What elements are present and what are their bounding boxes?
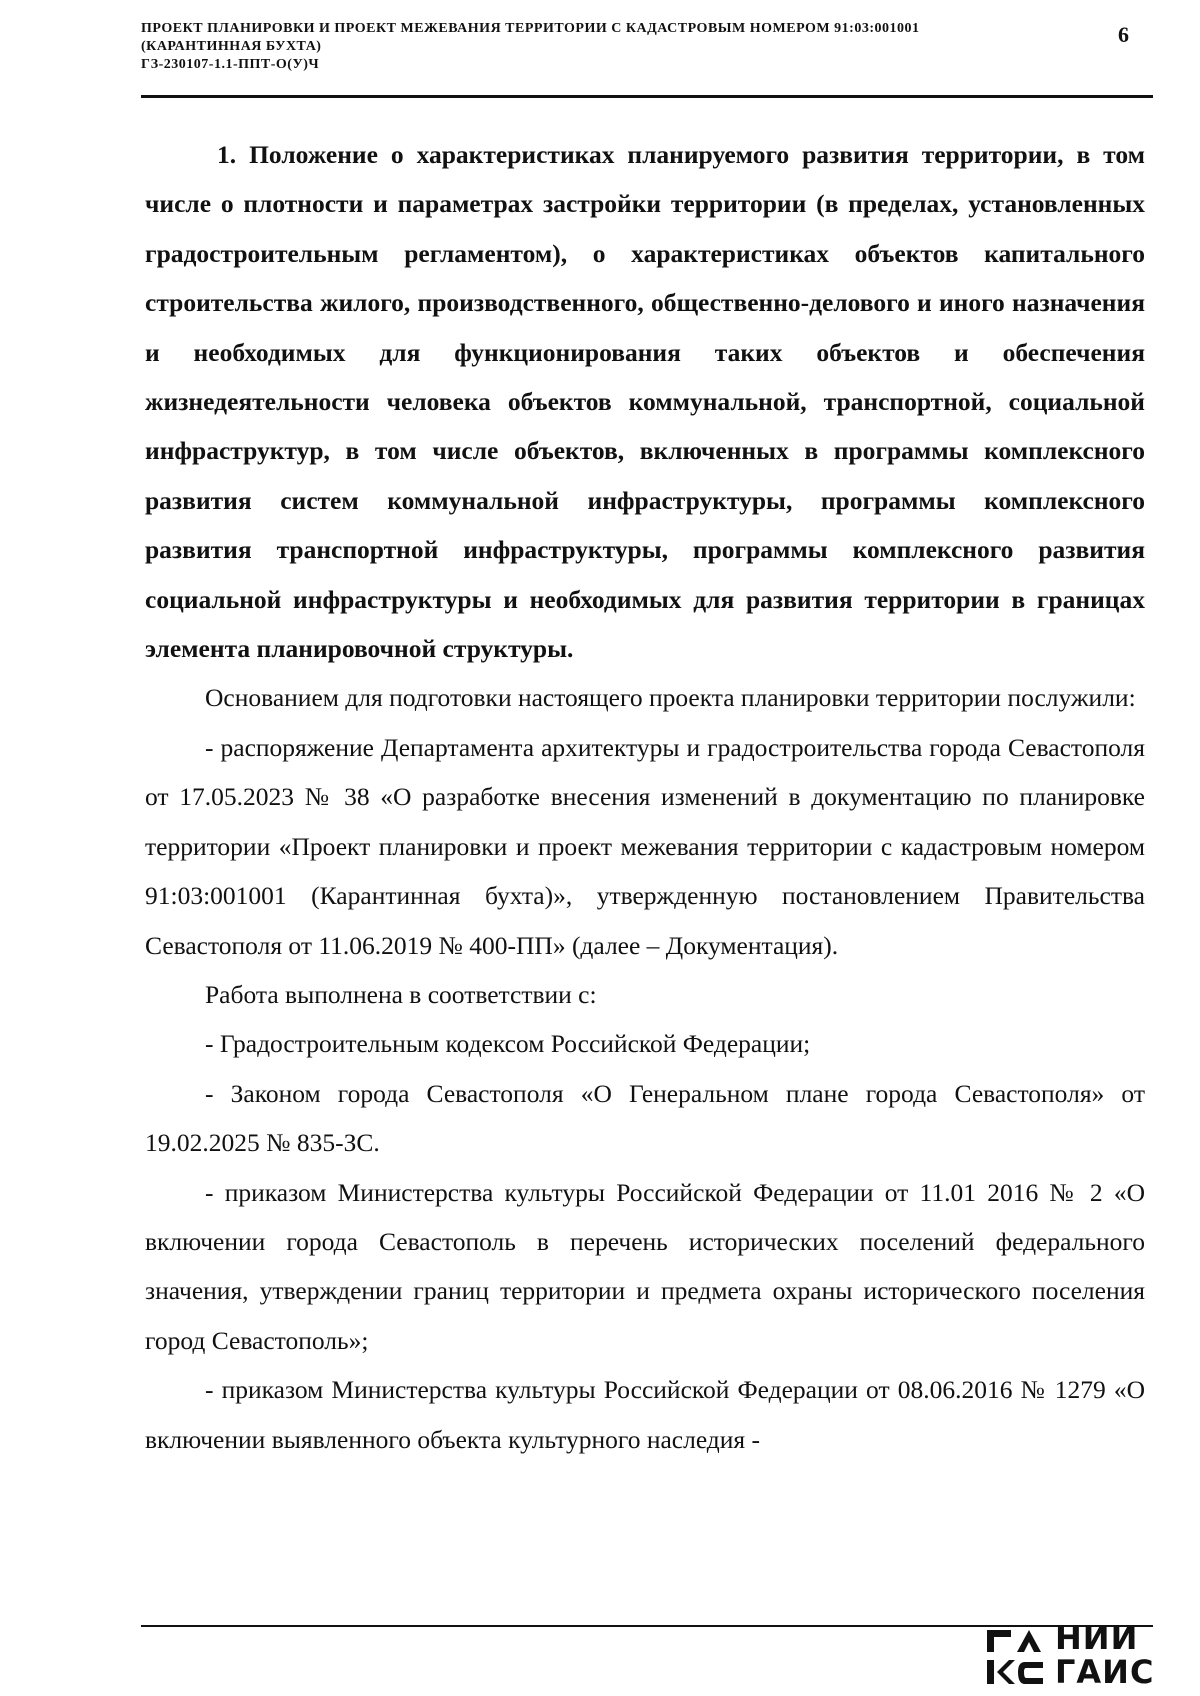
logo-text-line1: НИИ bbox=[1055, 1619, 1139, 1657]
header-code-line: ГЗ-230107-1.1-ППТ-О(У)Ч bbox=[141, 57, 320, 72]
list-item: - Градостроительным кодексом Российской Федерации; bbox=[205, 1029, 811, 1059]
document-body bbox=[145, 130, 1145, 1464]
company-logo bbox=[985, 1620, 1165, 1692]
document-header bbox=[141, 20, 1061, 74]
regulations-list bbox=[145, 1019, 1145, 1464]
header-title-line: ПРОЕКТ ПЛАНИРОВКИ И ПРОЕКТ МЕЖЕВАНИЯ ТЕРРИТОРИИ С КАДАСТРОВЫМ НОМЕРОМ 91:03:001001 bbox=[141, 21, 920, 36]
logo-mark-icon bbox=[985, 1624, 1047, 1688]
list-item: - приказом Министерства культуры Российской Федерации от 08.06.2016 № 1279 «О включении выявленного объекта культурного наследия - bbox=[145, 1375, 1145, 1454]
list-item: - Законом города Севастополя «О Генеральном плане города Севастополя» от 19.02.2025 № 835-ЗС. bbox=[145, 1078, 1145, 1158]
basis-paragraph: - распоряжение Департамента архитектуры и градостроительства города Севастополя от 17.05.2023 № 38 «О разработке внесения изменений в документацию по планировке территории «Проект планировки и проект межевания территории с кадастровым номером 91:03:001001 (Карантинная бухта)», утвержденную постановлением Правительства Севастополя от 11.06.2019 № 400-ПП» (далее – Документация). bbox=[145, 732, 1145, 960]
header-subtitle-line: (КАРАНТИННАЯ БУХТА) bbox=[141, 39, 322, 54]
page-number: 6 bbox=[1118, 22, 1129, 47]
logo-text-line2: ГАИС bbox=[1055, 1653, 1155, 1691]
section-heading: 1. Положение о характеристиках планируемого развития территории, в том числе о плотности и параметрах застройки территории (в пределах, установленных градостроительным регламентом), о характеристиках объектов капитального строительства жилого, производственного, общественно-делового и иного назначения и необходимых для функционирования таких объектов и обеспечения жизнедеятельности человека объектов коммунальной, транспортной, социальной инфраструктур, в том числе объектов, включенных в программы комплексного развития систем коммунальной инфраструктуры, программы комплексного развития транспортной инфраструктуры, программы комплексного развития социальной инфраструктуры и необходимых для развития территории в границах элемента планировочной структуры. bbox=[145, 140, 1145, 664]
intro-paragraph: Основанием для подготовки настоящего проекта планировки территории послужили: bbox=[205, 683, 1136, 713]
list-item: - приказом Министерства культуры Российской Федерации от 11.01 2016 № 2 «О включении города Севастополь в перечень исторических поселений федерального значения, утверждении границ территории и предмета охраны исторического поселения город Севастополь»; bbox=[145, 1177, 1145, 1355]
header-divider bbox=[141, 95, 1153, 98]
work-intro-paragraph: Работа выполнена в соответствии с: bbox=[205, 979, 597, 1009]
